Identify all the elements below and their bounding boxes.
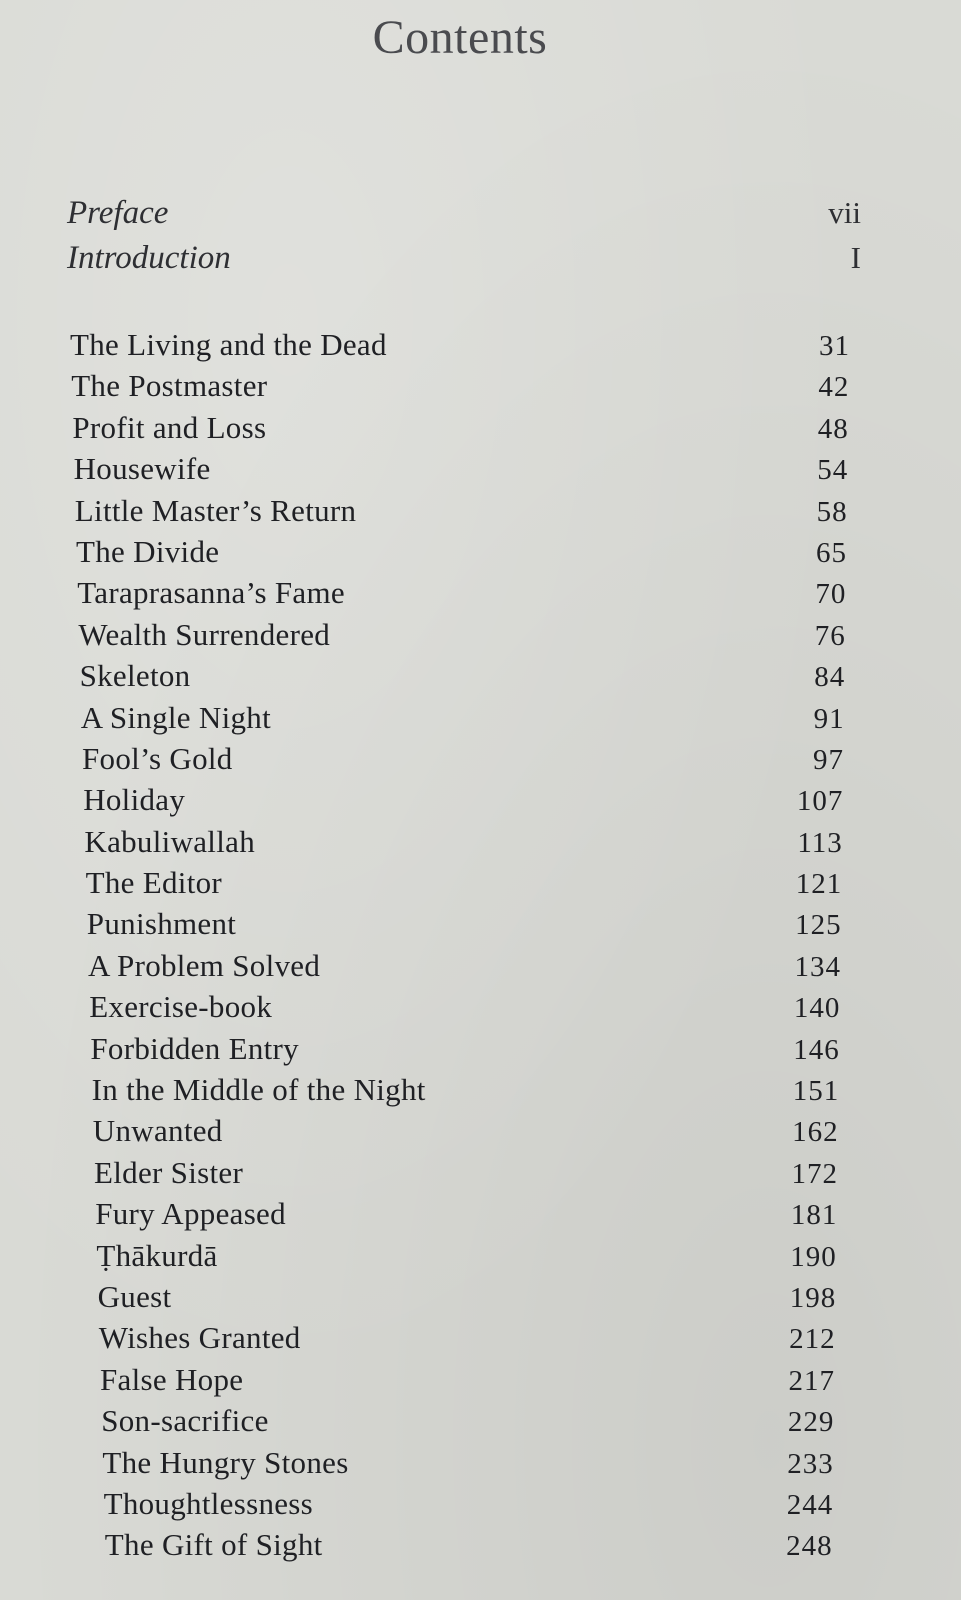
toc-entry-page: I — [850, 240, 861, 275]
toc-entry-label: Taraprasanna’s Fame — [77, 575, 345, 611]
toc-entry — [70, 824, 843, 865]
toc-entry-label: Little Master’s Return — [74, 492, 357, 528]
toc-entry-page: 42 — [818, 371, 850, 404]
toc-entry-page: 151 — [792, 1075, 840, 1108]
toc-entry — [70, 1403, 834, 1444]
toc-entry — [70, 1362, 835, 1403]
toc-entry — [70, 700, 845, 741]
page-title: Contents — [372, 11, 548, 64]
toc-entry-label: Thoughtlessness — [103, 1485, 314, 1521]
toc-entry-page: 162 — [792, 1116, 839, 1149]
toc-entry — [70, 410, 849, 451]
toc-entry-label: Wishes Granted — [98, 1320, 301, 1356]
toc-entry — [70, 658, 845, 699]
toc-entry-page: 233 — [787, 1447, 834, 1480]
toc-entry-label: Introduction — [67, 240, 231, 276]
toc-entry-page: 172 — [791, 1157, 838, 1190]
toc-entry-page: 134 — [794, 950, 841, 983]
toc-entry-label: The Living and the Dead — [70, 327, 387, 362]
toc-entry-label: Wealth Surrendered — [78, 616, 331, 652]
toc-entry-page: 140 — [793, 992, 841, 1025]
toc-entry — [70, 1072, 839, 1113]
toc-entry — [70, 989, 840, 1030]
toc-entry-page: 84 — [814, 661, 846, 694]
toc-entry-label: Housewife — [73, 451, 211, 487]
toc-entry-page: 113 — [797, 826, 843, 859]
toc-entry — [70, 1445, 834, 1486]
toc-entry — [70, 493, 848, 534]
toc-entry — [70, 1155, 838, 1196]
toc-entry-label: Unwanted — [92, 1113, 223, 1149]
toc-entry-label: Fury Appeased — [95, 1196, 286, 1232]
stories-list — [70, 327, 850, 1569]
toc-entry — [70, 1196, 837, 1237]
toc-entry-page: 65 — [816, 536, 847, 569]
toc-entry-page: 244 — [786, 1488, 834, 1521]
toc-entry — [70, 451, 848, 492]
toc-entry-label: The Hungry Stones — [102, 1444, 349, 1480]
toc-entry — [70, 741, 844, 782]
toc-entry-page: 229 — [787, 1406, 835, 1439]
toc-entry-page: 125 — [795, 909, 842, 942]
toc-entry — [70, 575, 846, 616]
toc-entry-label: Profit and Loss — [72, 409, 267, 445]
toc-entry-page: 58 — [816, 495, 848, 528]
toc-entry-label: The Gift of Sight — [104, 1527, 323, 1563]
toc-entry-page: 91 — [813, 702, 845, 735]
toc-entry-page: 54 — [817, 454, 849, 487]
toc-entry — [70, 1486, 833, 1527]
toc-entry — [70, 327, 850, 368]
toc-entry-page: 70 — [815, 578, 847, 611]
toc-entry — [70, 1279, 836, 1320]
toc-entry-page: 181 — [790, 1199, 838, 1232]
toc-entry-label: The Divide — [76, 533, 220, 569]
toc-entry-label: Fool’s Gold — [82, 740, 233, 776]
toc-entry-introduction — [67, 240, 861, 285]
toc-entry-page: 97 — [813, 743, 844, 776]
toc-entry — [70, 1238, 837, 1279]
toc-entry — [70, 1113, 839, 1154]
toc-entry — [70, 906, 842, 947]
toc-entry-label: Skeleton — [79, 658, 191, 694]
toc-entry-page: 212 — [789, 1323, 836, 1356]
toc-entry-page: 248 — [786, 1530, 833, 1563]
toc-entry-label: Forbidden Entry — [90, 1030, 299, 1066]
front-matter-list — [67, 195, 861, 285]
toc-entry-label: Elder Sister — [94, 1154, 244, 1190]
toc-entry — [70, 782, 843, 823]
toc-entry-label: In the Middle of the Night — [91, 1072, 426, 1108]
toc-entry-page: 190 — [790, 1240, 837, 1273]
toc-entry-label: Ṭhākurdā — [96, 1237, 218, 1273]
toc-entry-label: Kabuliwallah — [84, 823, 255, 859]
toc-entry-label: Son-sacrifice — [101, 1403, 269, 1439]
toc-entry-page: 48 — [817, 412, 849, 445]
toc-entry — [70, 948, 841, 989]
toc-entry-label: A Problem Solved — [88, 947, 321, 983]
toc-entry-page: 121 — [795, 868, 843, 901]
toc-entry-label: The Editor — [85, 865, 223, 901]
toc-entry-page: 198 — [789, 1281, 837, 1314]
toc-entry-page: 76 — [814, 619, 846, 652]
toc-entry-label: Exercise-book — [89, 989, 273, 1025]
toc-entry — [70, 617, 846, 658]
toc-entry-label: Punishment — [86, 906, 237, 942]
toc-entry — [70, 865, 842, 906]
toc-entry-page: vii — [828, 195, 861, 230]
toc-entry-label: The Postmaster — [71, 368, 268, 404]
toc-entry — [70, 1527, 833, 1568]
toc-entry-page: 217 — [788, 1364, 835, 1397]
toc-entry — [70, 368, 849, 409]
toc-entry-preface — [67, 195, 861, 240]
toc-entry-page: 146 — [793, 1033, 840, 1066]
toc-entry-page: 31 — [819, 330, 850, 362]
toc-entry — [70, 1031, 840, 1072]
toc-entry-label: False Hope — [100, 1361, 244, 1397]
toc-entry-label: Preface — [67, 195, 169, 231]
toc-entry-label: Guest — [97, 1278, 172, 1314]
toc-entry-label: Holiday — [83, 782, 186, 818]
toc-entry — [70, 1320, 836, 1361]
toc-entry — [70, 534, 847, 575]
toc-entry-page: 107 — [796, 785, 844, 818]
toc-entry-label: A Single Night — [80, 699, 272, 735]
